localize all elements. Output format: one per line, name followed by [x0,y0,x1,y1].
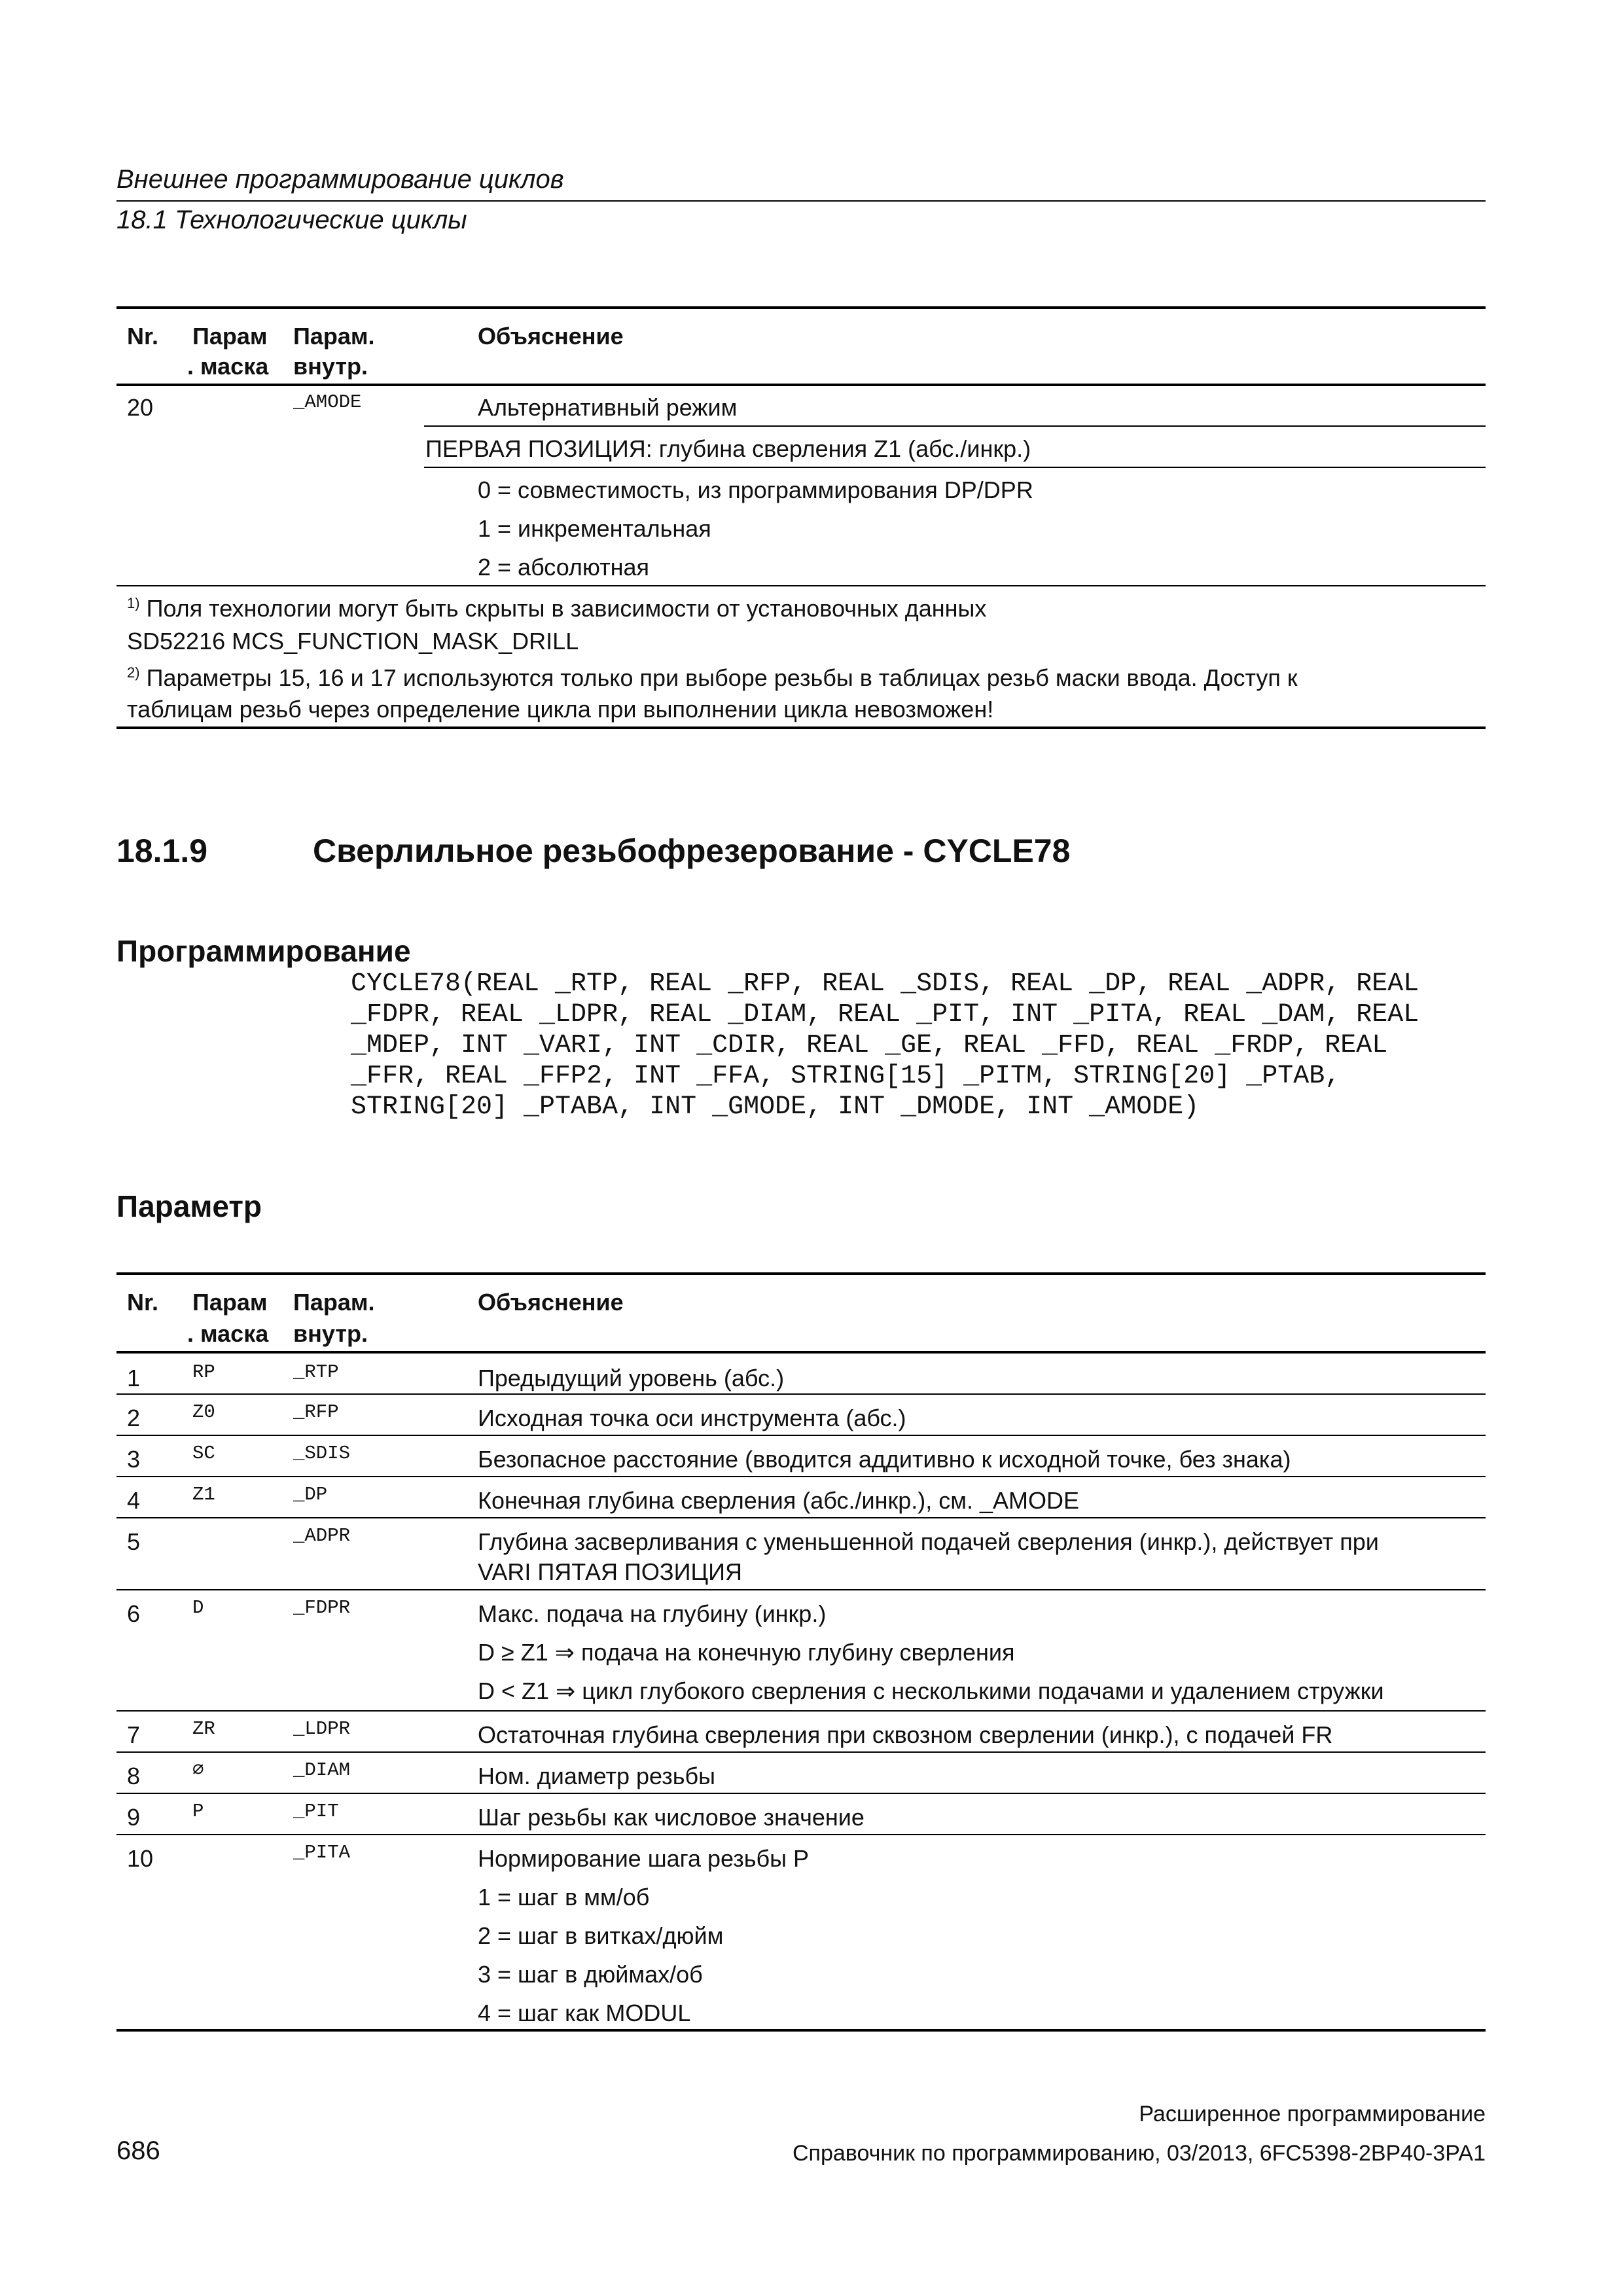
row-explanation: Макс. подача на глубину (инкр.) [478,1600,827,1627]
syntax-line: STRING[20] _PTABA, INT _GMODE, INT _DMODE, INT _AMODE) [351,1092,1200,1122]
col-header-intern-2: внутр. [293,1320,368,1347]
col-header-nr: Nr. [127,1289,159,1316]
table-top-rule [116,1272,1486,1275]
page-number: 686 [116,2136,160,2165]
footer-reference: Справочник по программированию, 03/2013, 6FC5398-2BP40-3PA1 [793,2141,1486,2166]
col-header-mask: Парам [192,1289,268,1316]
row-bottom-rule [116,585,1486,586]
programming-heading: Программирование [116,934,411,968]
row-intern-param: _FDPR [293,1597,351,1619]
row-intern-param: _DP [293,1484,328,1505]
row-explanation: 1 = шаг в мм/об [478,1884,650,1910]
section-number: 18.1.9 [116,833,208,869]
row-explanation-line: Альтернативный режим [478,394,738,421]
col-header-mask: Парам [192,323,268,350]
syntax-line: CYCLE78(REAL _RTP, REAL _RFP, REAL _SDIS, REAL _DP, REAL _ADPR, REAL [351,969,1419,999]
table-bottom-rule [116,726,1486,729]
col-header-nr: Nr. [127,323,159,350]
row-rule [116,1751,1486,1753]
col-header-intern: Парам. [293,323,375,350]
row-explanation: 4 = шаг как MODUL [478,2000,691,2026]
row-nr: 4 [127,1487,141,1514]
row-explanation: VARI ПЯТАЯ ПОЗИЦИЯ [478,1558,743,1585]
header-bottom-rule [116,384,1486,386]
row-explanation: Безопасное расстояние (вводится аддитивно к исходной точке, без знака) [478,1446,1291,1473]
row-mask-param: D [192,1597,204,1619]
row-explanation-line: 1 = инкрементальная [478,515,711,542]
sub-rule [424,467,1486,468]
row-nr: 5 [127,1528,141,1555]
col-header-explanation: Объяснение [478,323,624,350]
section-title: Сверлильное резьбофрезерование - CYCLE78 [313,833,1071,869]
row-nr: 1 [127,1365,141,1391]
col-header-intern-2: внутр. [293,353,368,380]
row-explanation: 2 = шаг в витках/дюйм [478,1922,724,1949]
row-rule [116,1435,1486,1436]
row-mask-param: ZR [192,1718,215,1740]
footnote-1: $^{1)}$ Поля технологии могут быть скрыты в зависимости от установочных данных [127,595,987,622]
sub-rule [424,425,1486,427]
row-mask-param: Z0 [192,1401,215,1423]
row-explanation: Конечная глубина сверления (абс./инкр.), см. _AMODE [478,1487,1080,1514]
row-nr: 2 [127,1405,141,1431]
row-rule [116,1793,1486,1794]
row-explanation-line: 2 = абсолютная [478,554,650,581]
row-intern-param: _PIT [293,1801,339,1822]
row-explanation: Нормирование шага резьбы P [478,1845,809,1872]
row-explanation-line: ПЕРВАЯ ПОЗИЦИЯ: глубина сверления Z1 (абс./инкр.) [425,435,1031,462]
running-header-subtitle: 18.1 Технологические циклы [116,206,467,234]
row-explanation: Шаг резьбы как числовое значение [478,1804,865,1831]
syntax-line: _MDEP, INT _VARI, INT _CDIR, REAL _GE, REAL _FFD, REAL _FRDP, REAL [351,1031,1388,1060]
row-nr: 20 [127,394,154,421]
syntax-line: _FDPR, REAL _LDPR, REAL _DIAM, REAL _PIT, INT _PITA, REAL _DAM, REAL [351,1000,1419,1030]
table-top-rule [116,306,1486,309]
row-nr: 8 [127,1763,141,1789]
row-intern-param: _RTP [293,1361,339,1383]
row-explanation: Ном. диаметр резьбы [478,1763,716,1789]
col-header-mask-2: . маска [187,353,269,380]
table-bottom-rule [116,2029,1486,2032]
col-header-intern: Парам. [293,1289,375,1316]
header-divider [116,200,1486,202]
row-nr: 9 [127,1804,141,1831]
row-rule [116,1393,1486,1395]
syntax-line: _FFR, REAL _FFP2, INT _FFA, STRING[15] _PITM, STRING[20] _PTAB, [351,1062,1341,1091]
row-mask-param: Z1 [192,1484,215,1505]
row-rule [116,1834,1486,1835]
row-explanation: D ≥ Z1 ⇒ подача на конечную глубину сверления [478,1639,1015,1666]
row-explanation: Исходная точка оси инструмента (абс.) [478,1405,906,1431]
footer-book-title: Расширенное программирование [1139,2102,1486,2126]
row-nr: 3 [127,1446,141,1473]
col-header-explanation: Объяснение [478,1289,624,1316]
row-intern-param: _ADPR [293,1525,351,1547]
row-explanation: Предыдущий уровень (абс.) [478,1365,785,1391]
row-intern-param: _RFP [293,1401,339,1423]
row-nr: 6 [127,1600,141,1627]
row-explanation: Остаточная глубина сверления при сквозном сверлении (инкр.), с подачей FR [478,1721,1333,1748]
footnote-2-cont: таблицам резьб через определение цикла при выполнении цикла невозможен! [127,696,994,723]
row-explanation: Глубина засверливания с уменьшенной подачей сверления (инкр.), действует при [478,1528,1379,1555]
footnote-2: $^{2)}$ Параметры 15, 16 и 17 используются только при выборе резьбы в таблицах резьб маски ввода. Доступ к [127,664,1298,691]
row-explanation-line: 0 = совместимость, из программирования DP/DPR [478,476,1033,503]
running-header-title: Внешнее программирование циклов [116,165,564,194]
row-explanation: 3 = шаг в дюймах/об [478,1961,703,1988]
row-mask-param: P [192,1801,204,1822]
row-intern-param: _PITA [293,1842,351,1863]
syntax-block [351,969,1419,1122]
row-intern-param: _LDPR [293,1718,351,1740]
row-mask-param: SC [192,1443,215,1464]
col-header-mask-2: . маска [187,1320,269,1347]
footnote-1-cont: SD52216 MCS_FUNCTION_MASK_DRILL [127,628,579,655]
row-rule [116,1517,1486,1518]
row-intern-param: _SDIS [293,1443,351,1464]
row-intern-param: _AMODE [293,391,362,413]
row-nr: 7 [127,1721,141,1748]
row-explanation: D < Z1 ⇒ цикл глубокого сверления с несколькими подачами и удалением стружки [478,1677,1384,1704]
header-bottom-rule [116,1351,1486,1354]
row-intern-param: _DIAM [293,1759,351,1781]
row-nr: 10 [127,1845,154,1872]
row-rule [116,1589,1486,1590]
row-mask-param: RP [192,1361,215,1383]
row-rule [116,1476,1486,1477]
diameter-symbol-param: ∅ [192,1759,204,1781]
parameter-heading: Параметр [116,1189,262,1223]
row-rule [116,1710,1486,1712]
